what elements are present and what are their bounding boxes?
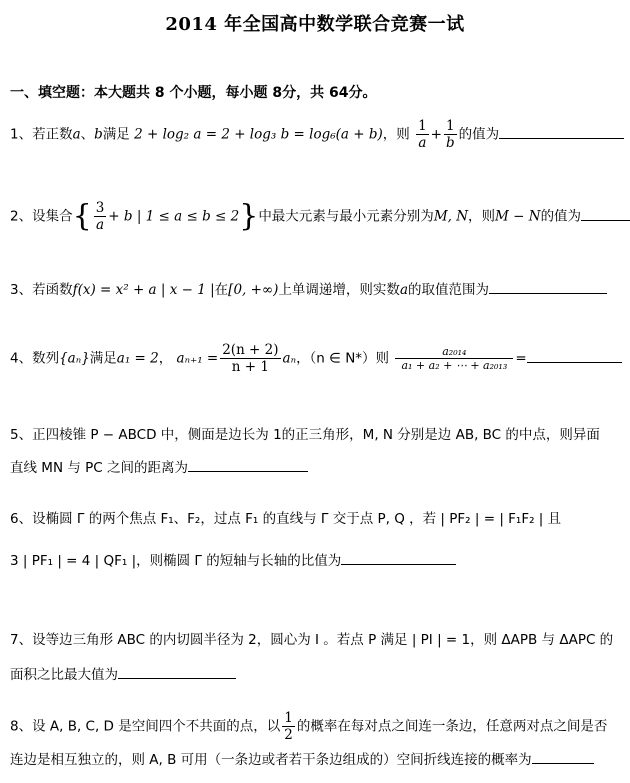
- q4-fraction: $\frac{\text{a₂₀₁₄}}{\text{a₁ + a₂ + ⋯ + a₂₀₁₃}}$: [395, 345, 513, 372]
- question-6: 6、设椭圆 Γ 的两个焦点 F₁、F₂，过点 F₁ 的直线与 Γ 交于点 P, Q ，若 | PF₂ | = | F₁F₂ | 且 3 | PF₁ | = 4 | QF₁ |，则椭圆 Γ 的短轴与长轴的比值为: [10, 511, 562, 569]
- question-3: 3、若函数f(x) = x² + a | x − 1 |在[0, +∞)上单调递增，则实数a的取值范围为: [10, 279, 607, 300]
- question-2: 2、设集合{ $\frac{3}{a}$ + b | 1 ≤ a ≤ b ≤ 2}中最大元素与最小元素分别为M, N，则M − N的值为: [10, 200, 630, 233]
- q2-answer-blank[interactable]: [581, 206, 630, 221]
- q5-answer-blank[interactable]: [188, 457, 308, 472]
- section-heading: 一、填空题：本大题共 8 个小题，每小题 8分，共 64分。: [10, 85, 377, 101]
- q6-answer-blank[interactable]: [341, 550, 456, 565]
- q7-answer-blank[interactable]: [118, 664, 236, 679]
- page-title: 2014 年全国高中数学联合竞赛一试: [165, 14, 465, 35]
- q1-condition: 2 + log₂ a = 2 + log₃ b = log₆(a + b): [134, 126, 383, 143]
- question-8: 8、设 A, B, C, D 是空间四个不共面的点，以 $\frac{1}{2}$ 的概率在每对点之间连一条边，任意两对点之间是否 连边是相互独立的，则 A, B 可用（一条边或者若干条边组成的）空间折线连接的概率为: [10, 710, 608, 768]
- q1-answer-blank[interactable]: [499, 124, 624, 139]
- question-1: 1、若正数a、b满足 2 + log₂ a = 2 + log₃ b = log₆(a + b)，则 $\frac{1}{a}$ + $\frac{1}{b}$ 的值为: [10, 118, 624, 151]
- q3-answer-blank[interactable]: [489, 279, 607, 294]
- q4-answer-blank[interactable]: [527, 348, 622, 363]
- q1-frac-a: $\frac{1}{a}$: [418, 118, 427, 151]
- q8-answer-blank[interactable]: [532, 749, 594, 764]
- question-5: 5、正四棱锥 P − ABCD 中，侧面是边长为 1的正三角形，M, N 分别是边 AB, BC 的中点，则异面 直线 MN 与 PC 之间的距离为: [10, 427, 600, 476]
- question-4: 4、数列{aₙ}满足a₁ = 2， aₙ₊₁ = $\frac{2(n + 2)}{n + 1}$ aₙ，（n ∈ N*）则 $\frac{\text{a₂₀₁₄}}{\text{a₁ + a₂ + ⋯ + a₂₀₁₃}}$ =: [10, 342, 622, 375]
- q1-frac-b: $\frac{1}{b}$: [445, 118, 455, 151]
- question-7: 7、设等边三角形 ABC 的内切圆半径为 2，圆心为 I 。若点 P 满足 | PI | = 1，则 ΔAPB 与 ΔAPC 的 面积之比最大值为: [10, 632, 614, 683]
